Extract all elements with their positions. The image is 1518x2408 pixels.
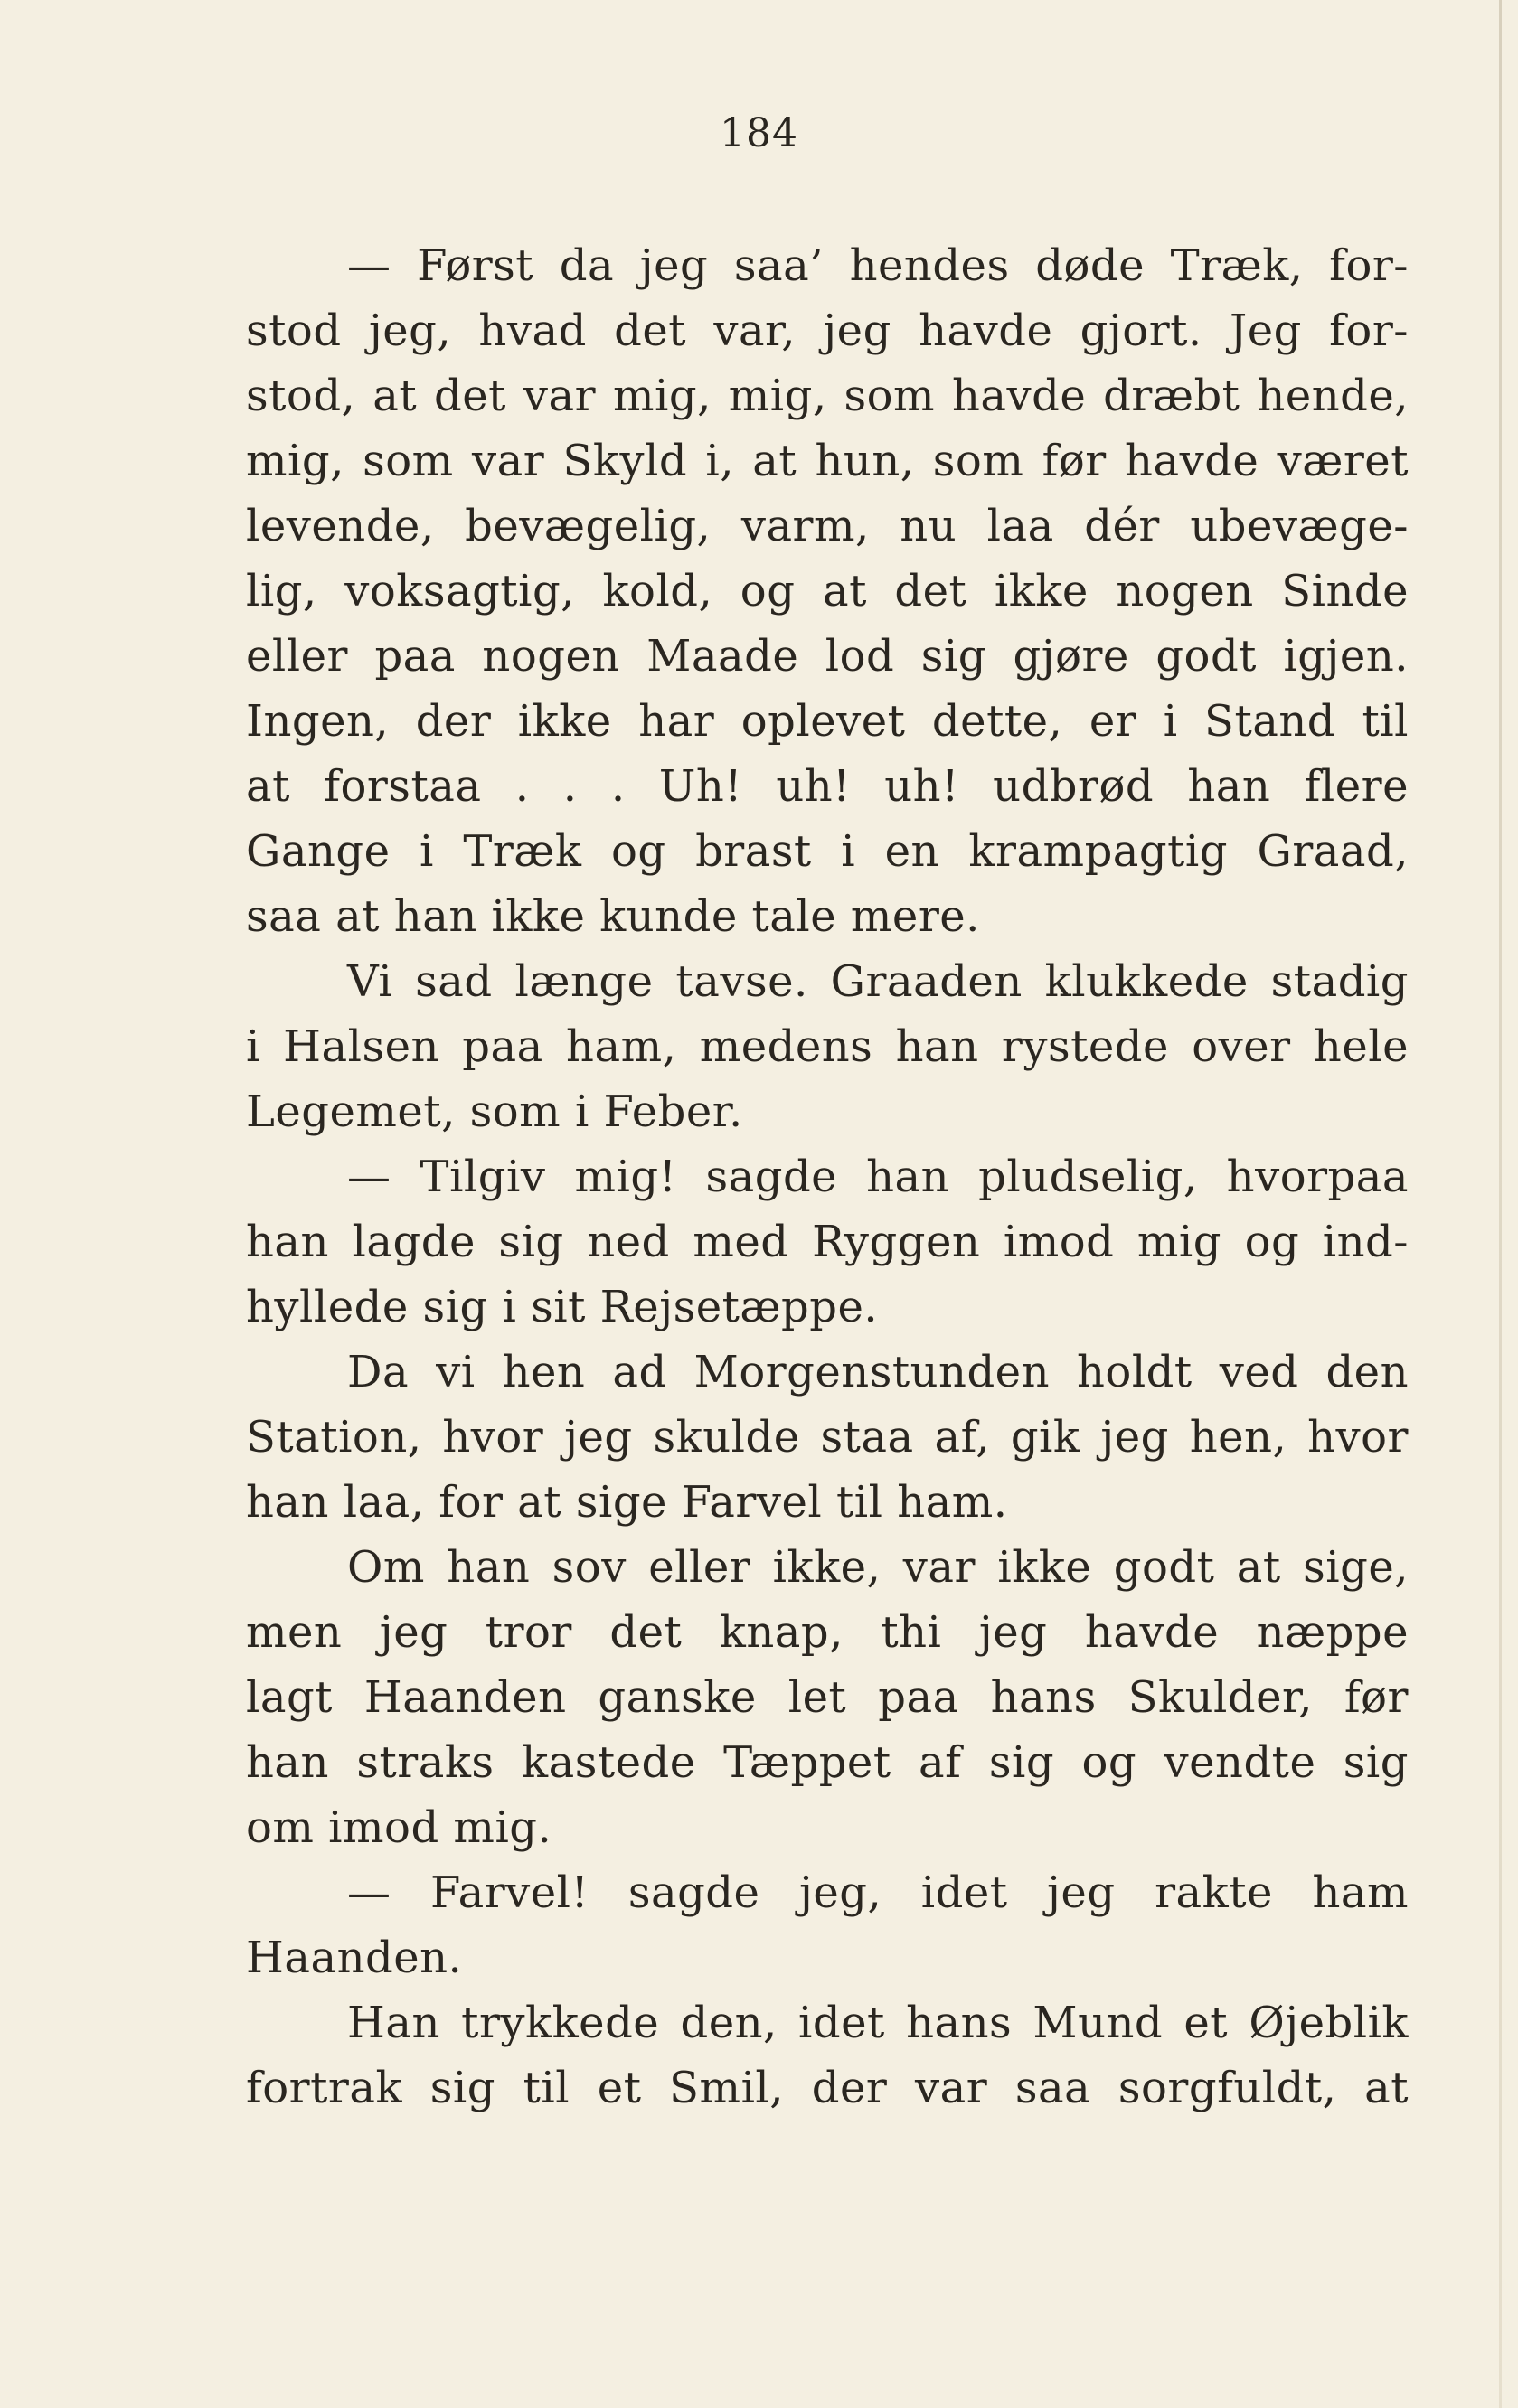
text-line: Vi sad længe tavse. Graaden klukkede stadig bbox=[347, 956, 1409, 1007]
text-line: han straks kastede Tæppet af sig og vendte sig bbox=[246, 1737, 1409, 1788]
text-line: Gange i Træk og brast i en krampagtig Graad, bbox=[246, 826, 1409, 877]
page-edge bbox=[1499, 0, 1502, 2408]
text-line: han laa, for at sige Farvel til ham. bbox=[246, 1477, 1008, 1528]
text-line: hyllede sig i sit Rejsetæppe. bbox=[246, 1282, 879, 1332]
text-line: Legemet, som i Feber. bbox=[246, 1086, 743, 1137]
text-line: levende, bevægelig, varm, nu laa dér ubevæge- bbox=[246, 501, 1409, 551]
text-line: i Halsen paa ham, medens han rystede over hele bbox=[246, 1021, 1409, 1072]
text-line: han lagde sig ned med Ryggen imod mig og ind- bbox=[246, 1217, 1409, 1267]
text-line: eller paa nogen Maade lod sig gjøre godt igjen. bbox=[246, 631, 1409, 682]
text-line: Han trykkede den, idet hans Mund et Øjeblik bbox=[347, 1998, 1409, 2048]
text-line: lagt Haanden ganske let paa hans Skulder, før bbox=[246, 1672, 1409, 1723]
text-line: om imod mig. bbox=[246, 1802, 552, 1853]
text-line: fortrak sig til et Smil, der var saa sorgfuldt, at bbox=[246, 2063, 1409, 2113]
page-number: 184 bbox=[720, 110, 798, 156]
text-line: Station, hvor jeg skulde staa af, gik jeg hen, hvor bbox=[246, 1412, 1409, 1463]
text-line: Ingen, der ikke har oplevet dette, er i Stand til bbox=[246, 696, 1409, 747]
text-line: stod jeg, hvad det var, jeg havde gjort. Jeg for- bbox=[246, 306, 1409, 356]
text-line: Haanden. bbox=[246, 1933, 463, 1983]
text-line: saa at han ikke kunde tale mere. bbox=[246, 891, 980, 942]
text-line: lig, voksagtig, kold, og at det ikke nogen Sinde bbox=[246, 566, 1409, 616]
text-line: mig, som var Skyld i, at hun, som før havde været bbox=[246, 436, 1409, 486]
text-line: men jeg tror det knap, thi jeg havde næppe bbox=[246, 1607, 1409, 1658]
text-line: at forstaa . . . Uh! uh! uh! udbrød han flere bbox=[246, 761, 1409, 812]
text-line: Om han sov eller ikke, var ikke godt at sige, bbox=[347, 1542, 1409, 1593]
text-line: stod, at det var mig, mig, som havde dræbt hende, bbox=[246, 371, 1409, 421]
body-text bbox=[246, 233, 1409, 2121]
text-line: — Først da jeg saa’ hendes døde Træk, for- bbox=[347, 240, 1409, 291]
text-line: — Farvel! sagde jeg, idet jeg rakte ham bbox=[347, 1867, 1409, 1918]
text-line: Da vi hen ad Morgenstunden holdt ved den bbox=[347, 1347, 1409, 1397]
text-line: — Tilgiv mig! sagde han pludselig, hvorpaa bbox=[347, 1152, 1409, 1202]
